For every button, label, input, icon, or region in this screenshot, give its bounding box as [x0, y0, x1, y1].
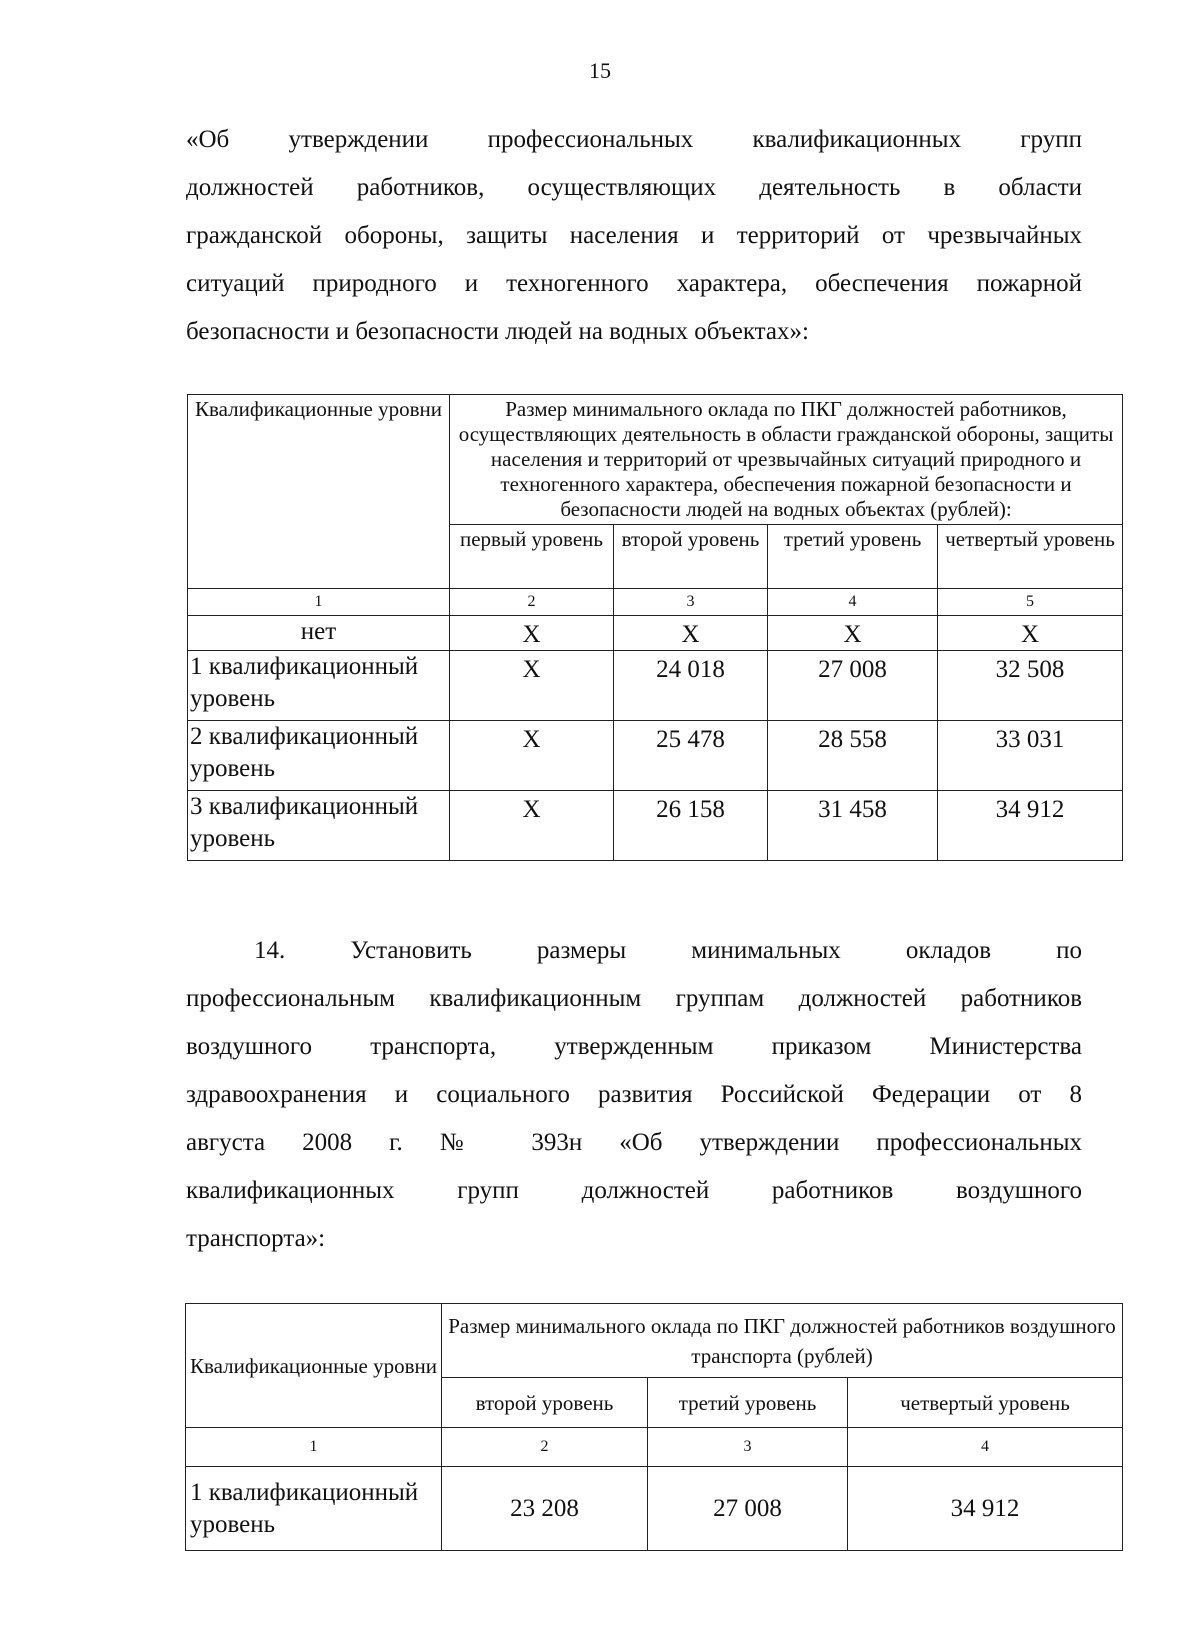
column-number: 4: [848, 1428, 1123, 1467]
value-cell: 28 558: [768, 721, 938, 791]
level-cell: 3 квалификационный уровень: [188, 791, 450, 861]
column-number: 2: [450, 589, 614, 616]
value-cell: 34 912: [848, 1467, 1123, 1551]
text-line: гражданской обороны, защиты населения и территорий от чрезвычайных: [186, 222, 1082, 249]
value-cell: 25 478: [614, 721, 768, 791]
sub-header: второй уровень: [614, 525, 768, 589]
sub-header: четвертый уровень: [848, 1378, 1123, 1428]
value-cell: X: [614, 616, 768, 651]
text-line: воздушного транспорта, утвержденным приказом Министерства: [186, 1033, 1082, 1060]
value-cell: X: [450, 651, 614, 721]
table-row: [188, 791, 1123, 861]
clause-14-paragraph: [186, 927, 1082, 1263]
column-number: 2: [442, 1428, 648, 1467]
text-line: должностей работников, осуществляющих деятельность в области: [186, 174, 1082, 201]
table-row: [188, 721, 1123, 791]
intro-paragraph: [186, 116, 1082, 356]
sub-header: третий уровень: [648, 1378, 848, 1428]
value-cell: 34 912: [938, 791, 1123, 861]
text-line: транспорта»:: [186, 1225, 326, 1252]
column-number: 4: [768, 589, 938, 616]
group-header: Размер минимального оклада по ПКГ должностей работников воздушного транспорта (рублей): [442, 1304, 1123, 1378]
text-line: 14. Установить размеры минимальных окладов по: [254, 937, 1082, 964]
text-line: ситуаций природного и техногенного характера, обеспечения пожарной: [186, 270, 1082, 297]
group-header: Размер минимального оклада по ПКГ должностей работников, осуществляющих деятельность в области гражданской обороны, защиты населения и территорий от чрезвычайных ситуаций природного и техногенного характера, обеспечения пожарной безопасности и безопасности людей на водных объектах (рублей):: [450, 395, 1123, 525]
value-cell: 32 508: [938, 651, 1123, 721]
text-line: профессиональным квалификационным группам должностей работников: [186, 985, 1082, 1012]
text-line: здравоохранения и социального развития Российской Федерации от 8: [186, 1081, 1082, 1108]
table-row: [188, 616, 1123, 651]
level-cell: нет: [188, 616, 450, 651]
value-cell: 27 008: [648, 1467, 848, 1551]
level-cell: 1 квалификационный уровень: [188, 651, 450, 721]
table-row: [188, 651, 1123, 721]
level-cell: 1 квалификационный уровень: [186, 1467, 442, 1551]
sub-header: второй уровень: [442, 1378, 648, 1428]
value-cell: X: [450, 721, 614, 791]
text-line: квалификационных групп должностей работников воздушного: [186, 1177, 1082, 1204]
value-cell: 27 008: [768, 651, 938, 721]
level-cell: 2 квалификационный уровень: [188, 721, 450, 791]
column-number: 1: [188, 589, 450, 616]
sub-header: первый уровень: [450, 525, 614, 589]
text-line: «Об утверждении профессиональных квалификационных групп: [186, 126, 1082, 153]
column-number: 3: [614, 589, 768, 616]
value-cell: 23 208: [442, 1467, 648, 1551]
column-number: 3: [648, 1428, 848, 1467]
text-line: безопасности и безопасности людей на водных объектах»:: [186, 318, 809, 345]
salary-table-air-transport: [185, 1303, 1123, 1551]
text-line: августа 2008 г. № 393н «Об утверждении профессиональных: [186, 1129, 1082, 1156]
value-cell: X: [450, 616, 614, 651]
table-row: [186, 1467, 1123, 1551]
value-cell: X: [768, 616, 938, 651]
sub-header: третий уровень: [768, 525, 938, 589]
column-number: 5: [938, 589, 1123, 616]
value-cell: 31 458: [768, 791, 938, 861]
value-cell: X: [450, 791, 614, 861]
page-number: 15: [589, 58, 611, 83]
column-header-levels: Квалификационные уровни: [188, 395, 450, 589]
column-header-levels: Квалификационные уровни: [186, 1304, 442, 1428]
value-cell: 26 158: [614, 791, 768, 861]
value-cell: X: [938, 616, 1123, 651]
sub-header: четвертый уровень: [938, 525, 1123, 589]
value-cell: 33 031: [938, 721, 1123, 791]
salary-table-civil-defense: [187, 394, 1123, 861]
column-number: 1: [186, 1428, 442, 1467]
value-cell: 24 018: [614, 651, 768, 721]
